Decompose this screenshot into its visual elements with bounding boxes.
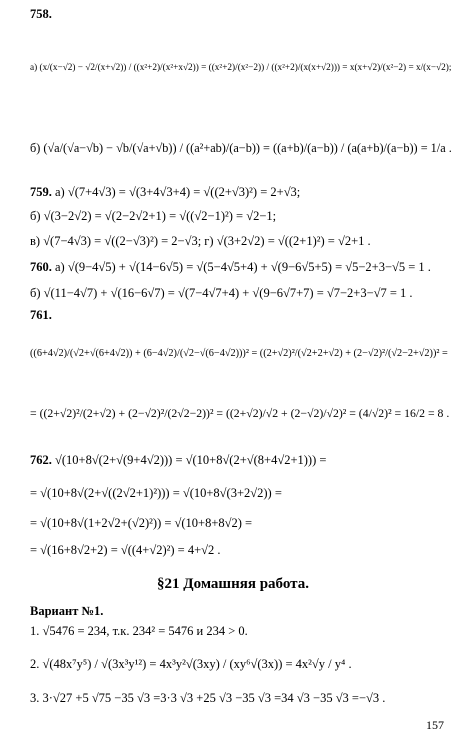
problem-759-line-a: [30, 184, 300, 200]
problem-758-part-a: а) (x/(x−√2) − √2/(x+√2)) / ((x²+2)/(x²+x√2)) = ((x²+2)/(x²−2)) / ((x²+2)/(x(x+√2))) = x(x+√2)/(x²−2) = x/(x−√2);: [30, 63, 452, 73]
problem-762-line-1: √(10+8√(2+√(9+4√2))) = √(10+8√(2+√(8+4√2+1))) =: [55, 453, 327, 467]
problem-762-line-1-row: [30, 452, 326, 468]
problem-759-part-a: а) √(7+4√3) = √(3+4√3+4) = √((2+√3)²) = 2+√3;: [55, 185, 301, 199]
variant-label: Вариант №1.: [30, 604, 104, 618]
problem-760-line-a: [30, 259, 431, 275]
section-heading: §21 Домашняя работа.: [157, 576, 309, 592]
problem-758-label: 758.: [30, 7, 52, 21]
problem-761-label: 761.: [30, 308, 52, 322]
problem-762-line-3: = √(10+8√(1+2√2+(√2)²)) = √(10+8+8√2) =: [30, 516, 253, 530]
problem-762-line-2: = √(10+8√(2+√((2√2+1)²))) = √(10+8√(3+2√2)) =: [30, 486, 282, 500]
variant-task-2: 2. √(48x⁷y⁵) / √(3x³y¹²) = 4x³y²√(3xy) / (xy⁶√(3x)) = 4x²√y / y⁴ .: [30, 657, 352, 671]
problem-762-line-4: = √(16+8√2+2) = √((4+√2)²) = 4+√2 .: [30, 543, 221, 557]
problem-759-part-v: в) √(7−4√3) = √((2−√3)²) = 2−√3; г) √(3+2√2) = √((2+1)²) = √2+1 .: [30, 234, 371, 248]
problem-762-label: 762.: [30, 453, 52, 467]
problem-759-label: 759.: [30, 185, 52, 199]
problem-759-part-b: б) √(3−2√2) = √(2−2√2+1) = √((√2−1)²) = √2−1;: [30, 209, 277, 223]
problem-760-label: 760.: [30, 260, 52, 274]
problem-758-part-b: б) (√a/(√a−√b) − √b/(√a+√b)) / ((a²+ab)/(a−b)) = ((a+b)/(a−b)) / (a(a+b)/(a−b)) = 1/a .: [30, 141, 452, 155]
page-number: 157: [426, 718, 444, 732]
problem-760-part-b: б) √(11−4√7) + √(16−6√7) = √(7−4√7+4) + √(9−6√7+7) = √7−2+3−√7 = 1 .: [30, 286, 413, 300]
problem-760-part-a: а) √(9−4√5) + √(14−6√5) = √(5−4√5+4) + √(9−6√5+5) = √5−2+3−√5 = 1 .: [55, 260, 431, 274]
variant-task-3: 3. 3·√27 +5 √75 −35 √3 =3·3 √3 +25 √3 −35 √3 =34 √3 −35 √3 =−√3 .: [30, 691, 386, 705]
problem-761-line-1: ((6+4√2)/(√2+√(6+4√2)) + (6−4√2)/(√2−√(6−4√2)))² = ((2+√2)²/(√2+2+√2) + (2−√2)²/(√2−2+√2))² =: [30, 348, 448, 359]
variant-task-1: 1. √5476 = 234, т.к. 234² = 5476 и 234 > 0.: [30, 624, 248, 638]
problem-761-line-2: = ((2+√2)²/(2+√2) + (2−√2)²/(2√2−2))² = ((2+√2)/√2 + (2−√2)/√2)² = (4/√2)² = 16/2 = 8 .: [30, 407, 450, 420]
